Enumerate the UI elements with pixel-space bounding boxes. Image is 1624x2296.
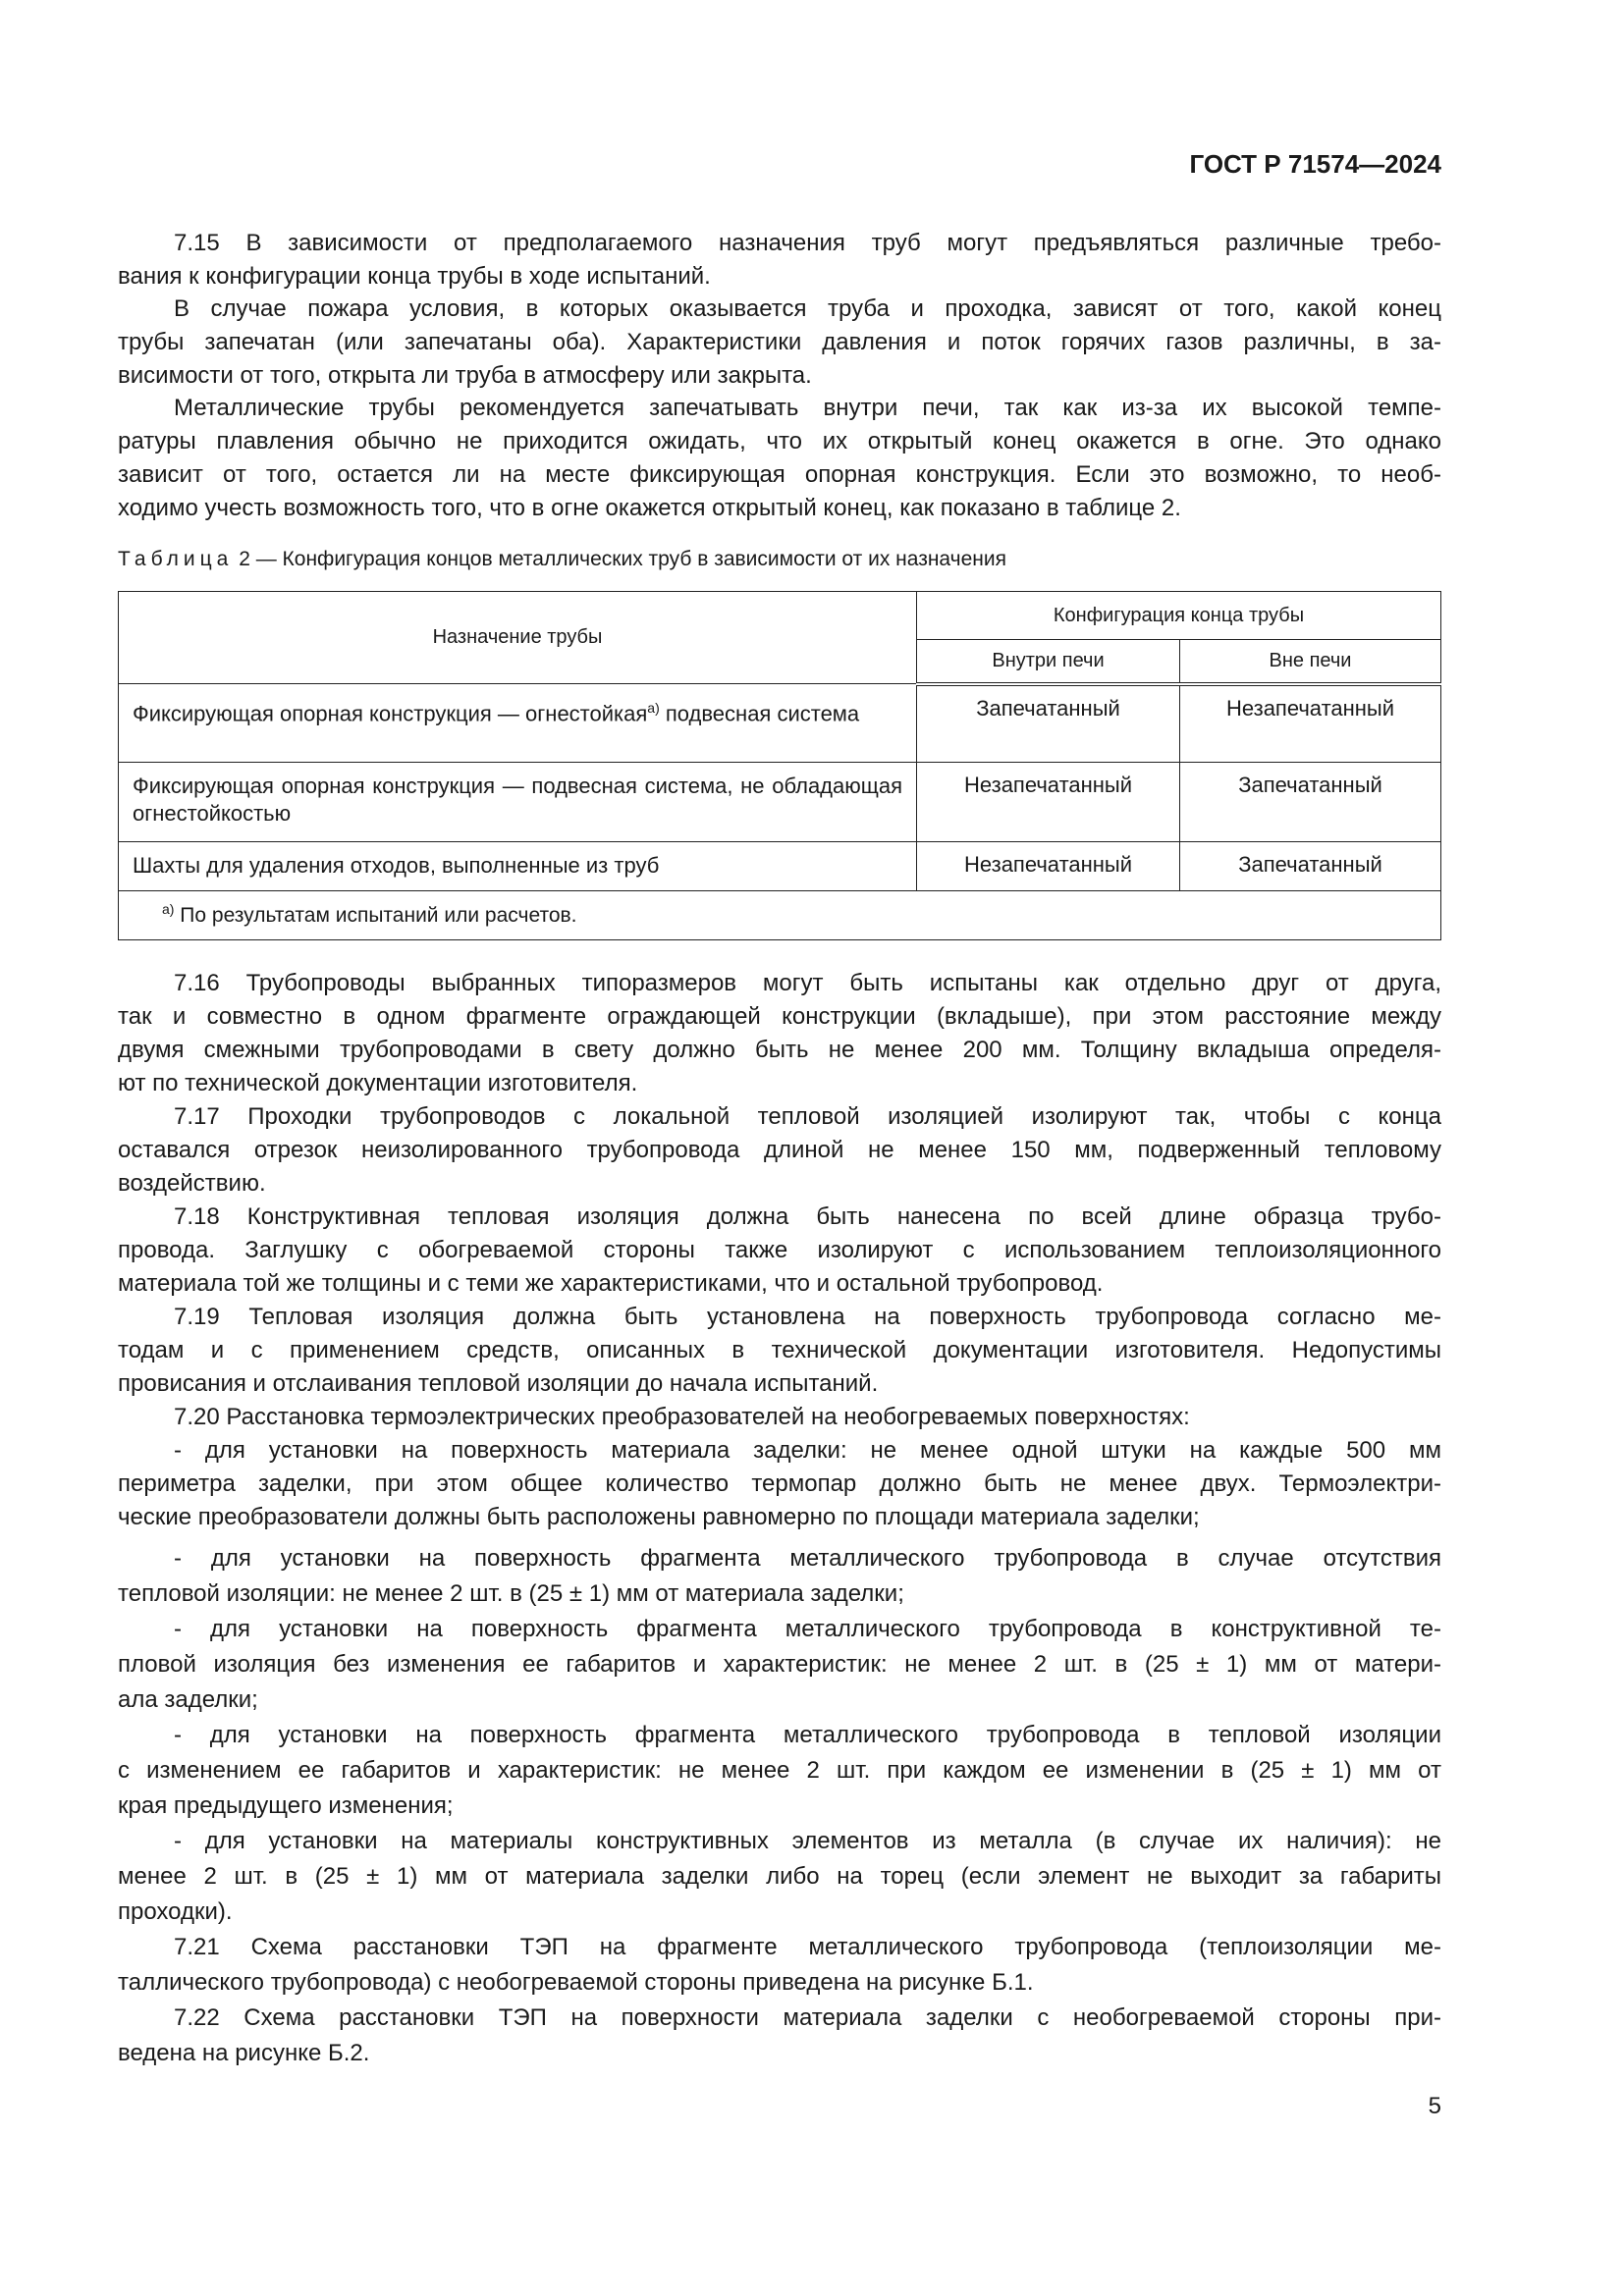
paragraph-line: ческие преобразователи должны быть расположены равномерно по площади материала заделки; — [118, 1504, 1200, 1530]
paragraph-line: 7.19 Тепловая изоляция должна быть установлена на поверхность трубопровода согласно ме- — [174, 1304, 1441, 1330]
cell-inside: Незапечатанный — [917, 763, 1180, 842]
paragraph-line: тепловой изоляции: не менее 2 шт. в (25 ± 1) мм от материала заделки; — [118, 1580, 904, 1607]
paragraph-line: зависит от того, остается ли на месте фиксирующая опорная конструкция. Если это возможно, то необ- — [118, 460, 1441, 488]
paragraph-line: пловой изоляция без изменения ее габаритов и характеристик: не менее 2 шт. в (25 ± 1) мм от матери- — [118, 1651, 1441, 1678]
header-purpose: Назначение трубы — [119, 592, 917, 684]
paragraph-line: провода. Заглушку с обогреваемой стороны также изолируют с использованием теплоизоляционного — [118, 1237, 1441, 1263]
paragraph-line: трубы запечатан (или запечатаны оба). Характеристики давления и поток горячих газов различны, в за- — [118, 329, 1441, 356]
text-block-7-16 — [118, 967, 1441, 1534]
paragraph-line: висимости от того, открыта ли труба в атмосферу или закрыта. — [118, 361, 812, 389]
cell-purpose: Фиксирующая опорная конструкция — подвесная система, не обладающая огнестойкостью — [119, 763, 917, 842]
paragraph-line: - для установки на поверхность фрагмента металлического трубопровода в тепловой изоляции — [174, 1722, 1441, 1748]
cell-inside: Запечатанный — [917, 684, 1180, 763]
table-caption-prefix: Таблица — [118, 548, 234, 570]
paragraph-line: ведена на рисунке Б.2. — [118, 2040, 370, 2066]
paragraph-line: - для установки на поверхность фрагмента металлического трубопровода в конструктивной те- — [174, 1616, 1441, 1642]
paragraph-line: 7.21 Схема расстановки ТЭП на фрагменте металлического трубопровода (теплоизоляции ме- — [174, 1934, 1441, 1960]
text-block-7-15 — [118, 227, 1441, 524]
cell-purpose: Фиксирующая опорная конструкция — огнестойкая$^{а)}$ подвесная система — [119, 684, 917, 763]
paragraph-line: - для установки на поверхность материала заделки: не менее одной штуки на каждые 500 мм — [174, 1437, 1441, 1464]
paragraph-line: вания к конфигурации конца трубы в ходе испытаний. — [118, 262, 711, 290]
paragraph-line: провисания и отслаивания тепловой изоляции до начала испытаний. — [118, 1370, 879, 1397]
paragraph-line: менее 2 шт. в (25 ± 1) мм от материала заделки либо на торец (если элемент не выходит за габариты — [118, 1863, 1441, 1890]
paragraph-line: 7.18 Конструктивная тепловая изоляция должна быть нанесена по всей длине образца трубо- — [174, 1203, 1441, 1230]
paragraph-line: воздействию. — [118, 1170, 266, 1197]
paragraph-line: материала той же толщины и с теми же характеристиками, что и остальной трубопровод. — [118, 1270, 1104, 1297]
table-row — [119, 684, 1441, 763]
table-row — [119, 763, 1441, 842]
paragraph-line: проходки). — [118, 1898, 233, 1925]
header-config: Конфигурация конца трубы — [917, 592, 1441, 640]
paragraph-line: Металлические трубы рекомендуется запечатывать внутри печи, так как из-за их высокой темпе- — [174, 395, 1441, 422]
table-footnote: $^{а)}$ По результатам испытаний или расчетов. — [119, 891, 1441, 940]
paragraph-line: ходимо учесть возможность того, что в огне окажется открытый конец, как показано в таблице 2. — [118, 494, 1181, 521]
page-number: 5 — [1428, 2093, 1441, 2119]
paragraph-line: - для установки на поверхность фрагмента металлического трубопровода в случае отсутствия — [174, 1545, 1441, 1572]
paragraph-line: 7.15 В зависимости от предполагаемого назначения труб могут предъявляться различные требо- — [174, 230, 1441, 256]
paragraph-line: так и совместно в одном фрагменте ограждающей конструкции (вкладыше), при этом расстояние между — [118, 1003, 1441, 1030]
pipe-end-config-table — [118, 591, 1441, 940]
header-outside: Вне печи — [1180, 640, 1441, 684]
document-designation: ГОСТ Р 71574—2024 — [1189, 149, 1441, 179]
paragraph-line: В случае пожара условия, в которых оказывается труба и проходка, зависят от того, какой конец — [174, 295, 1441, 323]
paragraph-line: - для установки на материалы конструктивных элементов из металла (в случае их наличия): не — [174, 1828, 1441, 1854]
table-caption — [118, 548, 1006, 571]
paragraph-line: с изменением ее габаритов и характеристик: не менее 2 шт. при каждом ее изменении в (25 ± 1) мм от — [118, 1757, 1441, 1784]
cell-outside: Незапечатанный — [1180, 684, 1441, 763]
table-row — [119, 842, 1441, 891]
cell-purpose: Шахты для удаления отходов, выполненные из труб — [119, 842, 917, 891]
paragraph-line: 7.16 Трубопроводы выбранных типоразмеров могут быть испытаны как отдельно друг от друга, — [174, 970, 1441, 996]
paragraph-line: 7.20 Расстановка термоэлектрических преобразователей на необогреваемых поверхностях: — [174, 1404, 1190, 1430]
cell-outside: Запечатанный — [1180, 842, 1441, 891]
cell-outside: Запечатанный — [1180, 763, 1441, 842]
paragraph-line: таллического трубопровода) с необогреваемой стороны приведена на рисунке Б.1. — [118, 1969, 1034, 1996]
table-caption-text: 2 — Конфигурация концов металлических труб в зависимости от их назначения — [239, 548, 1006, 570]
paragraph-line: края предыдущего изменения; — [118, 1792, 454, 1819]
paragraph-line: двумя смежными трубопроводами в свету должно быть не менее 200 мм. Толщину вкладыша определя- — [118, 1037, 1441, 1063]
paragraph-line: периметра заделки, при этом общее количество термопар должно быть не менее двух. Термоэлектри- — [118, 1470, 1441, 1497]
cell-inside: Незапечатанный — [917, 842, 1180, 891]
header-inside: Внутри печи — [917, 640, 1180, 684]
paragraph-line: 7.17 Проходки трубопроводов с локальной тепловой изоляцией изолируют так, чтобы с конца — [174, 1103, 1441, 1130]
footnote-ref: а) — [647, 700, 660, 716]
paragraph-line: ала заделки; — [118, 1686, 258, 1713]
paragraph-line: 7.22 Схема расстановки ТЭП на поверхности материала заделки с необогреваемой стороны при- — [174, 2004, 1441, 2031]
text-block-7-20-items — [118, 1541, 1441, 2071]
paragraph-line: тодам и с применением средств, описанных в технической документации изготовителя. Недопустимы — [118, 1337, 1441, 1363]
paragraph-line: ратуры плавления обычно не приходится ожидать, что их открытый конец окажется в огне. Это однако — [118, 428, 1441, 455]
paragraph-line: ют по технической документации изготовителя. — [118, 1070, 638, 1096]
paragraph-line: оставался отрезок неизолированного трубопровода длиной не менее 150 мм, подверженный тепловому — [118, 1137, 1441, 1163]
